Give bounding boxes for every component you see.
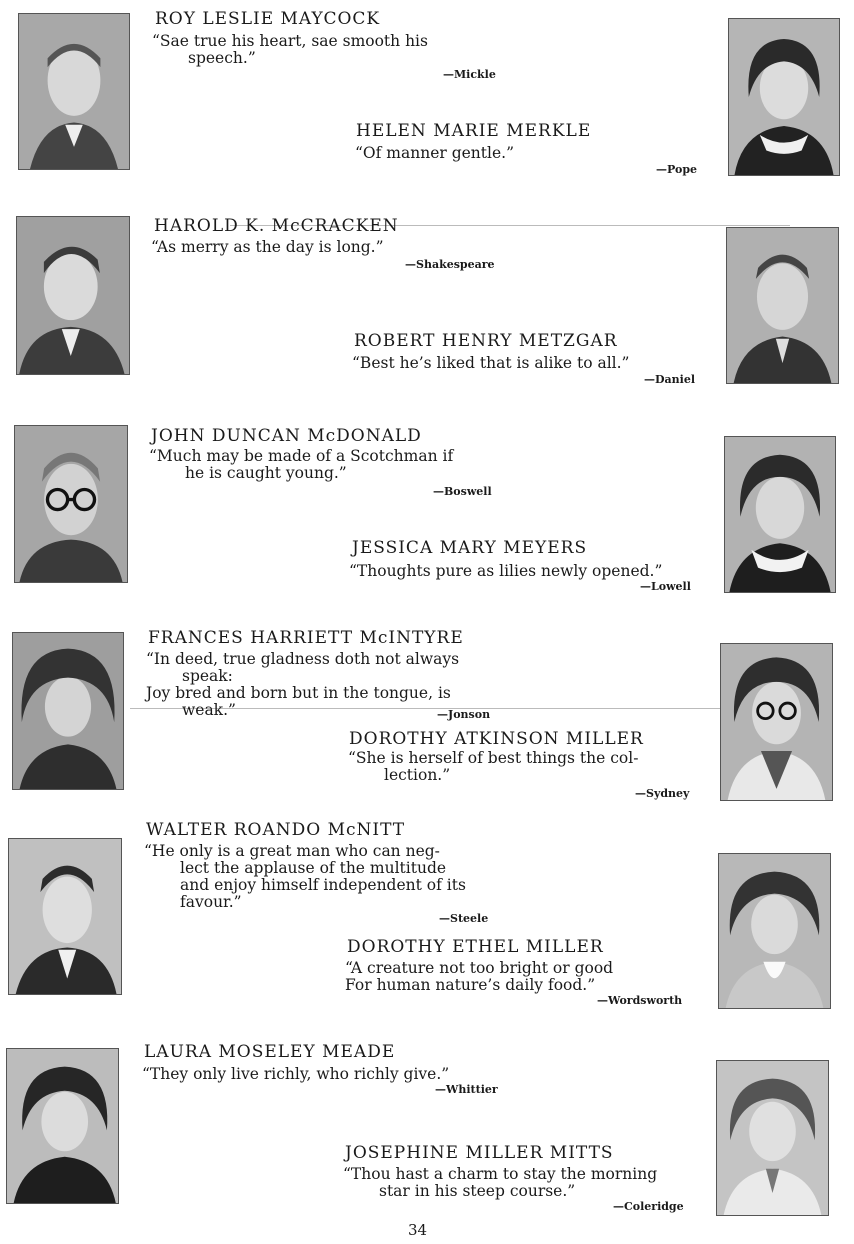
student-quote bbox=[152, 33, 506, 67]
portrait-photo-d-atkinson-miller bbox=[720, 643, 833, 801]
student-quote bbox=[149, 448, 501, 482]
quote-line: “He only is a great man who can neg- bbox=[144, 842, 440, 860]
quote-line: favour.” bbox=[180, 893, 242, 911]
quote-author: —Shakespeare bbox=[405, 258, 495, 271]
quote-line: weak.” bbox=[182, 701, 236, 719]
quote-line: speak: bbox=[182, 667, 233, 685]
quote-line: “As merry as the day is long.” bbox=[151, 238, 384, 256]
quote-author: —Wordsworth bbox=[597, 994, 683, 1007]
quote-author: —Sydney bbox=[635, 787, 690, 800]
student-name: WALTER ROANDO McNITT bbox=[146, 820, 406, 840]
quote-line: Joy bred and born but in the tongue, is bbox=[146, 684, 451, 702]
student-name: HELEN MARIE MERKLE bbox=[356, 121, 592, 141]
quote-author: —Boswell bbox=[433, 485, 492, 498]
portrait-photo-metzgar bbox=[726, 227, 839, 384]
quote-line: star in his steep course.” bbox=[379, 1182, 576, 1200]
quote-line: “Best he’s liked that is alike to all.” bbox=[352, 354, 630, 372]
student-quote bbox=[348, 750, 698, 784]
portrait-photo-meyers bbox=[724, 436, 836, 593]
quote-author: —Steele bbox=[439, 912, 489, 925]
student-quote bbox=[142, 1066, 502, 1083]
student-name: DOROTHY ATKINSON MILLER bbox=[349, 729, 644, 749]
quote-line: For human nature’s daily food.” bbox=[345, 976, 596, 994]
student-name: JOHN DUNCAN McDONALD bbox=[151, 426, 422, 446]
student-name: FRANCES HARRIETT McINTYRE bbox=[148, 628, 464, 648]
quote-line: he is caught young.” bbox=[185, 464, 347, 482]
quote-line: and enjoy himself independent of its bbox=[180, 876, 466, 894]
student-quote bbox=[352, 355, 672, 372]
quote-author: —Whittier bbox=[435, 1083, 498, 1096]
quote-author: —Mickle bbox=[443, 68, 496, 81]
quote-line: “Thoughts pure as lilies newly opened.” bbox=[349, 562, 663, 580]
student-name: ROBERT HENRY METZGAR bbox=[354, 331, 618, 351]
portrait-photo-mccracken bbox=[16, 216, 130, 375]
quote-author: —Lowell bbox=[640, 580, 691, 593]
student-name: ROY LESLIE MAYCOCK bbox=[155, 9, 381, 29]
portrait-photo-mcintyre bbox=[12, 632, 124, 790]
quote-line: lect the applause of the multitude bbox=[180, 859, 447, 877]
quote-author: —Daniel bbox=[644, 373, 696, 386]
quote-author: —Jonson bbox=[437, 708, 491, 721]
student-quote bbox=[349, 563, 709, 580]
student-name: JESSICA MARY MEYERS bbox=[352, 538, 588, 558]
page-number: 34 bbox=[408, 1221, 428, 1239]
student-quote bbox=[345, 960, 675, 994]
portrait-photo-meade bbox=[6, 1048, 119, 1204]
quote-line: “They only live richly, who richly give.” bbox=[142, 1065, 450, 1083]
quote-line: “In deed, true gladness doth not always bbox=[146, 650, 460, 668]
student-quote bbox=[343, 1166, 693, 1200]
quote-line: speech.” bbox=[188, 49, 256, 67]
portrait-photo-mitts bbox=[716, 1060, 829, 1216]
quote-line: “She is herself of best things the col- bbox=[348, 749, 639, 767]
portrait-photo-maycock bbox=[18, 13, 130, 170]
quote-line: lection.” bbox=[384, 766, 451, 784]
student-name: LAURA MOSELEY MEADE bbox=[144, 1042, 396, 1062]
quote-author: —Coleridge bbox=[613, 1200, 684, 1213]
portrait-photo-merkle bbox=[728, 18, 840, 176]
quote-line: “A creature not too bright or good bbox=[345, 959, 614, 977]
student-quote bbox=[355, 145, 655, 162]
quote-line: “Sae true his heart, sae smooth his bbox=[152, 32, 428, 50]
quote-line: “Of manner gentle.” bbox=[355, 144, 514, 162]
student-quote bbox=[144, 843, 496, 911]
student-name: HAROLD K. McCRACKEN bbox=[154, 216, 399, 236]
portrait-photo-mcnitt bbox=[8, 838, 122, 995]
quote-line: “Much may be made of a Scotchman if bbox=[149, 447, 454, 465]
student-name: JOSEPHINE MILLER MITTS bbox=[345, 1143, 614, 1163]
student-quote bbox=[151, 239, 451, 256]
quote-line: “Thou hast a charm to stay the morning bbox=[343, 1165, 658, 1183]
student-name: DOROTHY ETHEL MILLER bbox=[347, 937, 604, 957]
portrait-photo-mcdonald bbox=[14, 425, 128, 583]
quote-author: —Pope bbox=[656, 163, 698, 176]
portrait-photo-d-ethel-miller bbox=[718, 853, 831, 1009]
